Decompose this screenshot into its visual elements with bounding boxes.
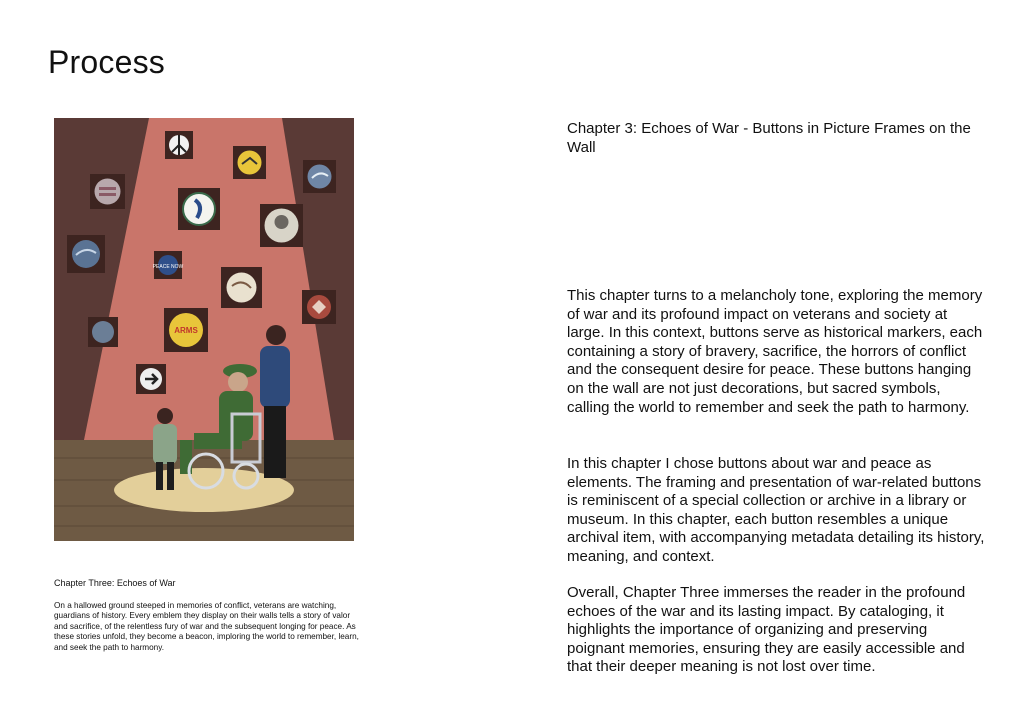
- peace-now-badge-text: PEACE NOW: [152, 264, 184, 270]
- framed-button-peace-now: [153, 251, 184, 279]
- chapter-paragraph: In this chapter I chose buttons about war and peace as elements. The framing and presentation of war-related buttons is reminiscent of a special collection or archive in a library or museum. In this chapter, each button resembles a unique archival item, with accompanying metadata detailing its history, meaning, and context.: [567, 455, 985, 565]
- framed-button-dove-left: [67, 235, 105, 273]
- caption-title: Chapter Three: Echoes of War: [54, 578, 176, 588]
- framed-button-white-figure: [178, 188, 220, 230]
- framed-button-grey-portrait: [260, 204, 303, 247]
- framed-button-grey-text: [90, 174, 125, 209]
- chapter-heading: Chapter 3: Echoes of War - Buttons in Picture Frames on the Wall: [567, 120, 971, 156]
- standing-man-figure: [260, 325, 290, 478]
- chapter-paragraph: Overall, Chapter Three immerses the reader in the profound echoes of the war and its lasting impact. By cataloging, it highlights the importance of organizing and preserving poignant memories, ensuring they are easily accessible and that their deeper meaning is not lost over time.: [567, 584, 966, 676]
- framed-button-blue-dove: [303, 160, 336, 193]
- chapter-paragraph: This chapter turns to a melancholy tone, exploring the memory of war and its profound impact on veterans and society at large. In this context, buttons serve as historical markers, each containing a story of bravery, sacrifice, the horrors of conflict and the consequent desire for peace. These buttons hanging on the wall are not just decorations, but sacred symbols, calling the world to remember and seek the path to harmony.: [567, 287, 983, 416]
- chapter-illustration: [54, 118, 354, 541]
- framed-button-small-grey: [88, 317, 118, 347]
- framed-button-yellow-arms: [164, 308, 208, 352]
- framed-button-yellow-bird: [233, 146, 266, 179]
- arms-badge-text: ARMS: [174, 326, 198, 335]
- framed-button-cream-sketch: [221, 267, 262, 308]
- framed-button-arrow: [136, 364, 166, 394]
- framed-button-red-badge: [302, 290, 336, 324]
- caption-body: On a hallowed ground steeped in memories of conflict, veterans are watching, guardians of history. Every emblem they display on their walls tells a story of valor and sacrifice, of the relentless fury of war and the subsequent longing for peace. As these stories unfold, they become a beacon, imploring the world to remember, learn, and seek the path to harmony.: [54, 601, 359, 652]
- framed-button-peace-sign: [165, 131, 193, 159]
- page-title: Process: [48, 44, 165, 80]
